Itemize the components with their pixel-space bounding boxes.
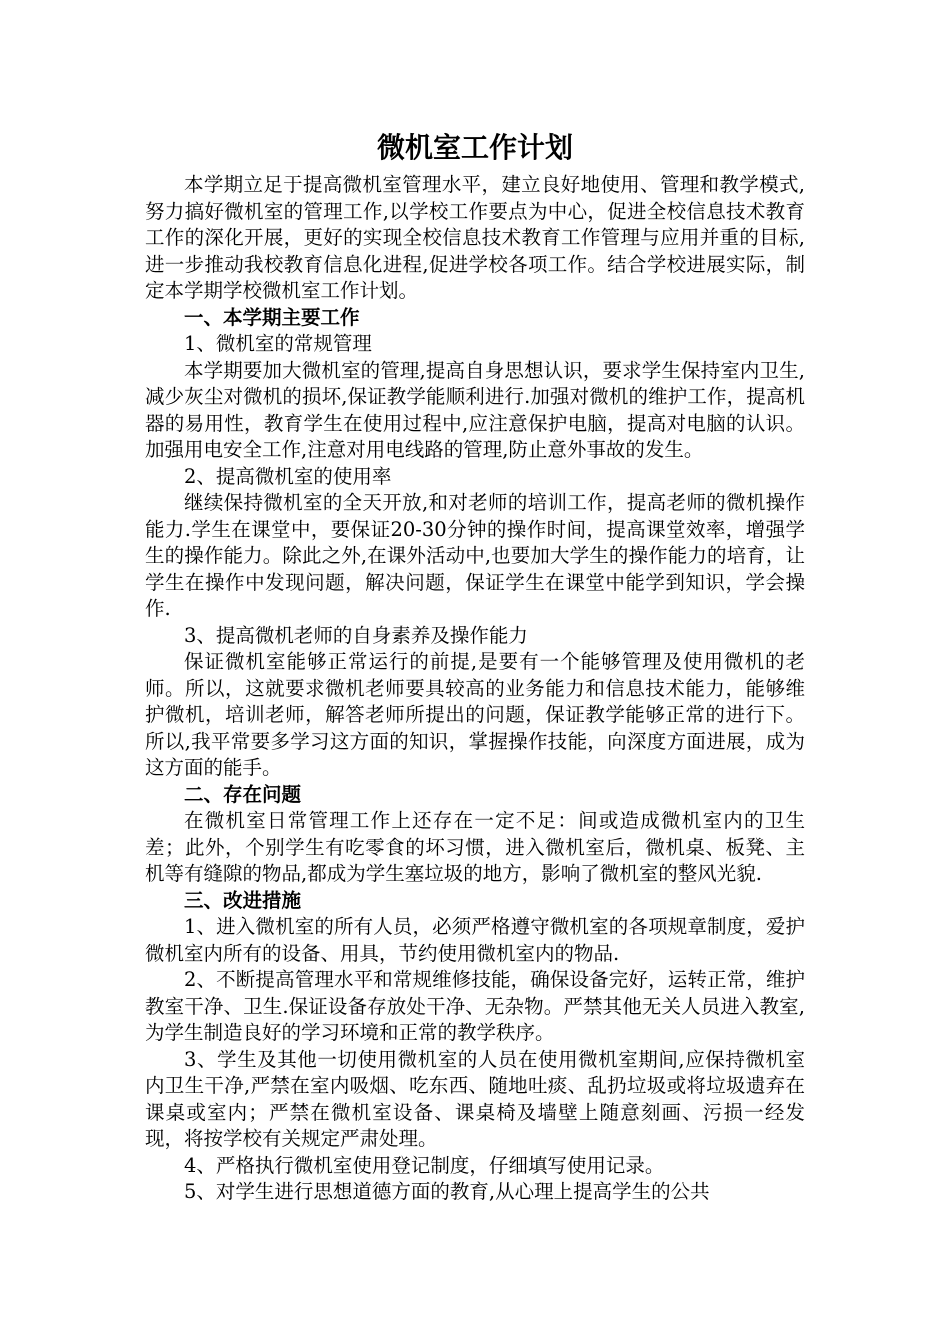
paragraph-problems: 在微机室日常管理工作上还存在一定不足：间或造成微机室内的卫生差；此外，个别学生有吃零食的坏习惯，进入微机室后，微机桌、板凳、主机等有缝隙的物品,都成为学生塞垃圾的地方，影响了微机室的整风光貌. [145, 809, 805, 885]
paragraph-teacher-skills: 保证微机室能够正常运行的前提,是要有一个能够管理及使用微机的老师。所以，这就要求微机老师要具较高的业务能力和信息技术能力，能够维护微机，培训老师，解答老师所提出的问题，保证教学能够正常的进行下。所以,我平常要多学习这方面的知识，掌握操作技能，向深度方面进展，成为这方面的能手。 [145, 650, 805, 779]
improvement-item-5: 5、对学生进行思想道德方面的教育,从心理上提高学生的公共 [184, 1180, 710, 1203]
paragraph-usage-rate: 继续保持微机室的全天开放,和对老师的培训工作，提高老师的微机操作能力.学生在课堂中，要保证20-30分钟的操作时间，提高课堂效率，增强学生的操作能力。除此之外,在课外活动中,也要加大学生的操作能力的培育，让学生在操作中发现问题，解决问题，保证学生在课堂中能学到知识，学会操作. [145, 491, 805, 620]
improvement-item-2: 2、不断提高管理水平和常规维修技能，确保设备完好，运转正常，维护教室干净、卫生.保证设备存放处干净、无杂物。严禁其他无关人员进入教室,为学生制造良好的学习环境和正常的教学秩序。 [145, 968, 805, 1044]
document-title: 微机室工作计划 [376, 131, 573, 164]
improvement-item-4: 4、严格执行微机室使用登记制度，仔细填写使用记录。 [184, 1153, 665, 1177]
paragraph-routine-management: 本学期要加大微机室的管理,提高自身思想认识，要求学生保持室内卫生,减少灰尘对微机的损坏,保证教学能顺利进行.加强对微机的维护工作，提高机器的易用性，教育学生在使用过程中,应注意保护电脑，提高对电脑的认识。加强用电安全工作,注意对用电线路的管理,防止意外事故的发生。 [145, 358, 805, 461]
section-heading-problems: 二、存在问题 [184, 782, 302, 806]
improvement-item-1: 1、进入微机室的所有人员，必须严格遵守微机室的各项规章制度，爱护微机室内所有的设备、用具，节约使用微机室内的物品. [145, 915, 805, 965]
section-heading-improvements: 三、改进措施 [184, 888, 302, 912]
improvement-item-3: 3、学生及其他一切使用微机室的人员在使用微机室期间,应保持微机室内卫生干净,严禁在室内吸烟、吃东西、随地吐痰、乱扔垃圾或将垃圾遗弃在课桌或室内；严禁在微机室设备、课桌椅及墙壁上随意刻画、污损一经发现，将按学校有关规定严肃处理。 [145, 1047, 805, 1150]
subheading-teacher-skills: 3、提高微机老师的自身素养及操作能力 [184, 623, 528, 647]
subheading-usage-rate: 2、提高微机室的使用率 [184, 464, 392, 488]
section-heading-main-work: 一、本学期主要工作 [184, 305, 360, 329]
intro-paragraph: 本学期立足于提高微机室管理水平，建立良好地使用、管理和教学模式,努力搞好微机室的管理工作,以学校工作要点为中心，促进全校信息技术教育工作的深化开展，更好的实现全校信息技术教育工作管理与应用并重的目标,进一步推动我校教育信息化进程,促进学校各项工作。结合学校进展实际，制定本学期学校微机室工作计划。 [145, 173, 805, 302]
document-page [145, 126, 805, 1206]
subheading-routine-management: 1、微机室的常规管理 [184, 332, 372, 355]
